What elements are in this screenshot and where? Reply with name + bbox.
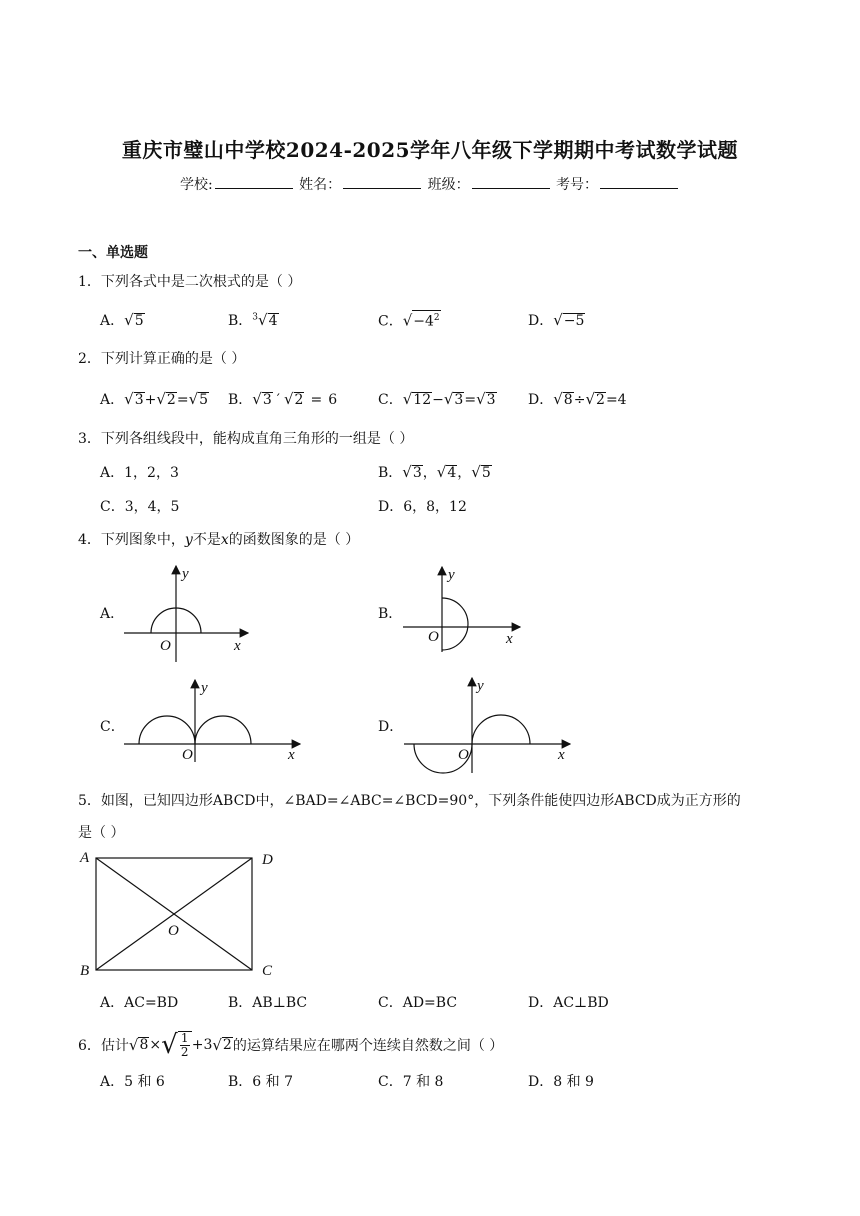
radicand: 3 xyxy=(412,465,422,481)
operator: ′ xyxy=(276,392,280,408)
axis-label-y: y xyxy=(201,680,208,696)
radicand: 2 xyxy=(596,392,605,408)
q1-option-c[interactable]: C．$√-4^2$ xyxy=(378,311,440,330)
q4-graph-c xyxy=(124,680,300,762)
page-title: 重庆市璧山中学校2024-2025学年八年级下学期期中考试数学试题 xyxy=(121,138,739,162)
option-letter: D． xyxy=(528,392,554,408)
operator: × xyxy=(149,1037,162,1053)
question-text: 下列各式中是二次根式的是（ ） xyxy=(100,274,302,290)
option-letter: C． xyxy=(378,392,403,408)
option-text: AC=BD xyxy=(124,995,179,1011)
q6-option-a[interactable] xyxy=(100,1071,165,1091)
denominator: 2 xyxy=(180,1045,189,1059)
option-letter: C． xyxy=(378,313,403,330)
field-name-label: 姓名： xyxy=(299,177,342,193)
q4-option-c-label[interactable]: C． xyxy=(100,719,125,735)
radicand: 3 xyxy=(134,392,144,408)
q2-option-c[interactable]: C．√12−√3=√3 xyxy=(378,390,496,408)
option-letter: D． xyxy=(378,499,404,515)
stem-part: 不是 xyxy=(192,532,221,548)
option-letter: B． xyxy=(378,465,403,481)
radicand: 2 xyxy=(222,1037,232,1053)
q4-option-d-label[interactable]: D． xyxy=(378,719,404,735)
root-index: 3 xyxy=(252,312,259,323)
exponent: 2 xyxy=(433,313,440,323)
operator: +3 xyxy=(191,1037,213,1053)
vertex-label-b: B xyxy=(80,963,90,979)
result: 6 xyxy=(328,392,338,408)
option-letter: A． xyxy=(100,465,125,481)
field-class-label: 班级： xyxy=(427,177,470,193)
equals: = xyxy=(464,392,477,408)
var-x: x xyxy=(220,532,229,548)
option-text: AC⊥BD xyxy=(553,995,609,1011)
question-number: 5． xyxy=(78,793,101,809)
question-number: 6． xyxy=(78,1038,101,1054)
field-school-label: 学校: xyxy=(179,177,213,193)
option-letter: A． xyxy=(100,995,125,1011)
axis-label-y: y xyxy=(477,678,484,694)
option-text: 7 和 8 xyxy=(402,1074,444,1090)
vertex-label-d: D xyxy=(262,852,273,868)
radicand: 2 xyxy=(294,392,304,408)
radicand: 5 xyxy=(134,313,144,329)
q2-option-d[interactable]: D．√8÷√2=4 xyxy=(528,390,627,408)
radicand: 3 xyxy=(486,392,496,408)
radicand: 4 xyxy=(447,465,457,481)
question-5-stem xyxy=(78,790,741,810)
question-text: 下列计算正确的是（ ） xyxy=(100,351,246,367)
option-text: AB⊥BC xyxy=(252,995,308,1011)
equals: = xyxy=(310,392,323,408)
origin-label: O xyxy=(160,638,171,654)
question-number: 4． xyxy=(78,532,101,548)
equals: = xyxy=(176,392,189,408)
option-letter: C． xyxy=(378,995,403,1011)
separator: ， xyxy=(457,465,472,481)
axis-label-x: x xyxy=(558,747,565,763)
q5-option-d[interactable] xyxy=(528,992,609,1012)
q6-option-b[interactable] xyxy=(228,1071,293,1091)
q6-option-d[interactable] xyxy=(528,1071,594,1091)
numerator: 1 xyxy=(180,1031,189,1045)
semicircle-curve xyxy=(442,598,468,650)
question-number: 1． xyxy=(78,274,101,290)
option-text: AD=BC xyxy=(402,995,458,1011)
q1-option-b[interactable]: B．$^3$√4 xyxy=(228,311,278,329)
operator: + xyxy=(144,392,157,408)
axis-label-y: y xyxy=(182,566,189,582)
axis-label-y: y xyxy=(448,567,455,583)
var-y: y xyxy=(184,532,193,548)
radicand: 5 xyxy=(481,465,491,481)
q4-option-b-label[interactable]: B． xyxy=(378,606,403,622)
radicand: 8 xyxy=(139,1037,149,1053)
option-text: 1，2，3 xyxy=(124,465,179,481)
q5-option-c[interactable] xyxy=(378,992,457,1012)
radicand: 5 xyxy=(199,392,209,408)
q5-option-b[interactable] xyxy=(228,992,307,1012)
origin-label: O xyxy=(428,629,439,645)
option-text: 8 和 9 xyxy=(553,1074,594,1090)
q5-figure xyxy=(96,858,252,970)
section-heading: 一、单选题 xyxy=(78,245,148,261)
question-5-stem-cont: 是（ ） xyxy=(78,825,125,841)
option-letter: A． xyxy=(100,392,125,408)
q4-graph-b xyxy=(403,567,520,652)
radicand: −4 xyxy=(413,313,434,330)
option-letter: C． xyxy=(378,1074,403,1090)
option-letter: B． xyxy=(228,995,253,1011)
option-letter: A． xyxy=(100,313,125,329)
option-letter: B． xyxy=(228,392,253,408)
option-letter: B． xyxy=(228,313,253,329)
operator: − xyxy=(432,392,444,408)
option-letter: D． xyxy=(528,1074,554,1090)
q3-option-b[interactable]: B．√3，√4，√5 xyxy=(378,463,491,481)
option-letter: A． xyxy=(100,1074,125,1090)
question-text: 下列各组线段中，能构成直角三角形的一组是（ ） xyxy=(100,431,414,447)
radicand: 8 xyxy=(563,392,573,408)
question-6-stem: 6． 估计 √ 8 × √ $\frac{1}{2}$ +3 √ 2 的运算结果应在哪两个连续自然数之间（ ） xyxy=(78,1030,504,1060)
q2-option-b[interactable]: B．√3 ′ √2 = 6 xyxy=(228,390,338,408)
question-number: 2． xyxy=(78,351,101,367)
option-text: 5 和 6 xyxy=(124,1074,165,1090)
question-number: 3． xyxy=(78,431,101,447)
fraction xyxy=(178,1031,192,1059)
axis-label-x: x xyxy=(288,747,295,763)
radicand: 12 xyxy=(413,392,432,408)
option-letter: D． xyxy=(528,313,554,329)
question-text: 如图，已知四边形ABCD中，∠BAD=∠ABC=∠BCD=90°，下列条件能使四边形ABCD成为正方形的 xyxy=(100,793,741,809)
result: 4 xyxy=(617,392,627,408)
q4-graph-d xyxy=(404,678,570,773)
stem-part: 的运算结果应在哪两个连续自然数之间（ ） xyxy=(232,1038,504,1054)
stem-part: 下列图象中， xyxy=(100,532,185,548)
origin-label: O xyxy=(458,747,469,763)
option-text: 3，4，5 xyxy=(124,499,180,515)
axis-label-x: x xyxy=(506,631,513,647)
q6-option-c[interactable] xyxy=(378,1071,443,1091)
q1-option-a[interactable]: A．√5 xyxy=(100,311,144,329)
center-label-o: O xyxy=(168,923,179,939)
stem-part: 的函数图象的是（ ） xyxy=(228,532,360,548)
radicand: 2 xyxy=(166,392,176,408)
equals: = xyxy=(605,392,618,408)
q4-option-a-label[interactable]: A． xyxy=(100,606,125,622)
radicand: 3 xyxy=(454,392,464,408)
vertex-label-c: C xyxy=(262,963,273,979)
axis-label-x: x xyxy=(234,638,241,654)
option-text: 6，8，12 xyxy=(403,499,467,515)
option-letter: D． xyxy=(528,995,554,1011)
option-letter: C． xyxy=(100,499,125,515)
radicand: 4 xyxy=(268,313,278,329)
vertex-label-a: A xyxy=(80,850,90,866)
q1-option-d[interactable]: D．√−5 xyxy=(528,311,585,329)
stem-part: 估计 xyxy=(100,1038,129,1054)
radicand: 3 xyxy=(262,392,272,408)
separator: ， xyxy=(422,465,437,481)
radicand: −5 xyxy=(563,313,585,329)
origin-label: O xyxy=(182,747,193,763)
option-letter: B． xyxy=(228,1074,253,1090)
q5-option-a[interactable] xyxy=(100,992,178,1012)
operator: ÷ xyxy=(573,392,586,408)
field-number-label: 考号： xyxy=(556,177,599,193)
q2-option-a[interactable]: A．√3+√2=√5 xyxy=(100,390,209,408)
option-text: 6 和 7 xyxy=(252,1074,294,1090)
